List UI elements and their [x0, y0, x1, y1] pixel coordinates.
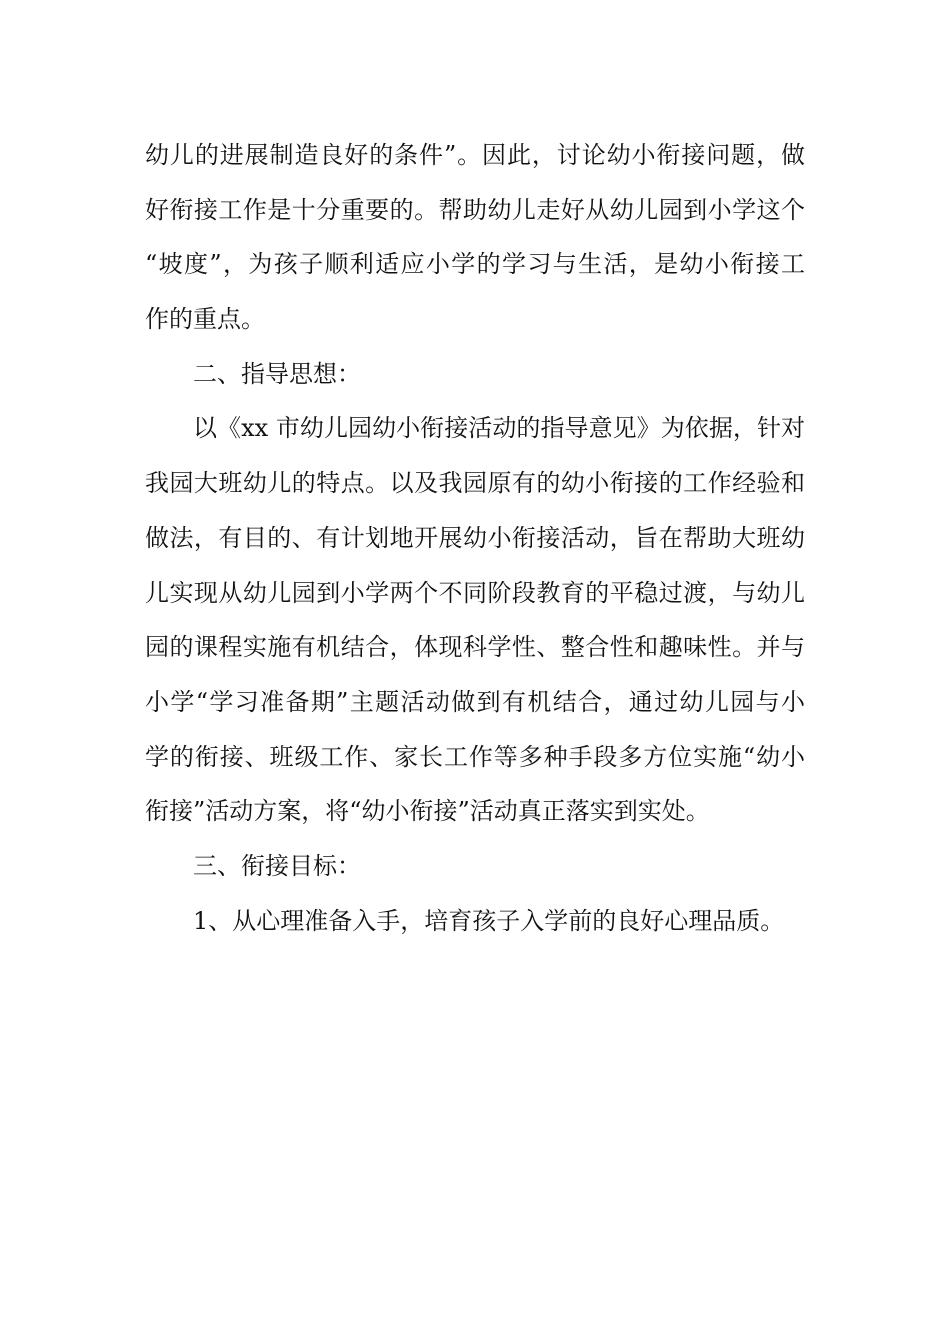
section-heading-goals: 三、衔接目标： [193, 851, 361, 880]
paragraph-line: 我园大班幼儿的特点。以及我园原有的幼小衔接的工作经验和 [145, 469, 805, 498]
paragraph-line: 幼儿的进展制造良好的条件”。因此，讨论幼小衔接问题，做 [145, 141, 805, 169]
paragraph-line: 学的衔接、班级工作、家长工作等多种手段多方位实施“幼小 [145, 742, 805, 771]
paragraph-line: 小学“学习准备期”主题活动做到有机结合，通过幼儿园与小 [145, 687, 805, 716]
section-heading-guiding-thought: 二、指导思想： [193, 359, 361, 388]
paragraph-line: 以《xx 市幼儿园幼小衔接活动的指导意见》为依据，针对 [193, 414, 805, 443]
paragraph-line: “坡度”，为孩子顺利适应小学的学习与生活，是幼小衔接工 [145, 250, 805, 279]
paragraph-line: 好衔接工作是十分重要的。帮助幼儿走好从幼儿园到小学这个 [145, 195, 805, 224]
paragraph-line: 衔接”活动方案，将“幼小衔接”活动真正落实到实处。 [145, 797, 710, 826]
paragraph-line: 作的重点。 [145, 305, 265, 334]
document-body [145, 128, 805, 948]
paragraph-line: 儿实现从幼儿园到小学两个不同阶段教育的平稳过渡，与幼儿 [145, 578, 805, 607]
paragraph-line: 做法，有目的、有计划地开展幼小衔接活动，旨在帮助大班幼 [145, 523, 805, 552]
paragraph-line: 园的课程实施有机结合，体现科学性、整合性和趣味性。并与 [145, 633, 805, 662]
list-item-goal-1: 1、从心理准备入手，培育孩子入学前的良好心理品质。 [193, 906, 785, 935]
